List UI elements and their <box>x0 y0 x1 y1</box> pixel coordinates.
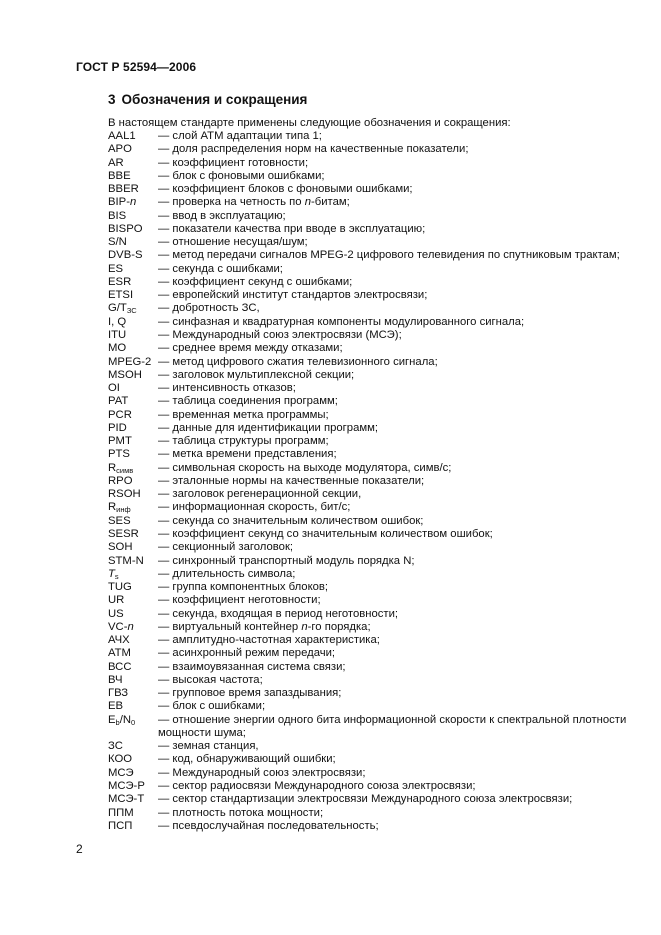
abbreviation-definition: — псевдослучайная последовательность; <box>158 819 379 832</box>
abbreviation-term: SOH <box>108 541 133 554</box>
list-item <box>108 422 648 435</box>
list-item <box>108 515 648 528</box>
abbreviation-definition: — интенсивность отказов; <box>158 382 296 395</box>
abbreviation-definition: — европейский институт стандартов электросвязи; <box>158 289 428 302</box>
list-item <box>108 276 648 289</box>
abbreviation-definition: — эталонные нормы на качественные показатели; <box>158 474 425 487</box>
list-item <box>108 356 648 369</box>
abbreviation-definition: — символьная скорость на выходе модулятора, симв/с; <box>158 461 452 474</box>
list-item <box>108 555 648 568</box>
section-title-text: Обозначения и сокращения <box>121 92 308 107</box>
abbreviation-definition: — сектор радиосвязи Международного союза электросвязи; <box>158 780 476 793</box>
abbreviation-term: BBE <box>108 169 131 182</box>
list-item <box>108 820 648 833</box>
list-item <box>108 369 648 382</box>
list-item <box>108 687 648 700</box>
list-item <box>108 608 648 621</box>
list-item <box>108 807 648 820</box>
abbreviation-definition: — секционный заголовок; <box>158 541 294 554</box>
abbreviation-definition: — метка времени представления; <box>158 448 337 461</box>
list-item <box>108 382 648 395</box>
abbreviation-term: MSOH <box>108 368 142 381</box>
list-item <box>108 541 648 554</box>
abbreviation-term: ВЧ <box>108 673 123 686</box>
abbreviation-term: $G/T_{ЗС}$ <box>108 302 137 316</box>
list-item <box>108 130 648 143</box>
abbreviation-definition: — секунда, входящая в период неготовности; <box>158 607 399 620</box>
list-item <box>108 302 648 315</box>
page-number: 2 <box>76 842 83 856</box>
abbreviation-definition: — заголовок мультиплексной секции; <box>158 368 355 381</box>
abbreviation-term: PAT <box>108 395 129 408</box>
list-item <box>108 621 648 634</box>
abbreviation-term: RSOH <box>108 488 141 501</box>
abbreviation-term: SESR <box>108 527 139 540</box>
abbreviation-definition: — секунда с ошибками; <box>158 262 283 275</box>
term-italic: n <box>129 196 137 209</box>
list-item <box>108 475 648 488</box>
abbreviation-term: $R_{симв}$ <box>108 461 134 475</box>
list-item <box>108 647 648 660</box>
abbreviation-definition: — заголовок регенерационной секции, <box>158 488 362 501</box>
list-item <box>108 740 648 753</box>
abbreviation-definition: — таблица структуры программ; <box>158 435 329 448</box>
abbreviation-term: $E_b/N_0$ <box>108 713 136 727</box>
abbreviation-definition: — блок с ошибками; <box>158 700 266 713</box>
list-item <box>108 767 648 780</box>
abbreviation-term: TUG <box>108 581 132 594</box>
term-subscript: ЗС <box>126 306 137 316</box>
abbreviation-term: AAL1 <box>108 130 136 142</box>
abbreviation-term: ВСС <box>108 660 132 673</box>
list-item <box>108 157 648 170</box>
list-item <box>108 462 648 475</box>
abbreviation-definition: — виртуальный контейнер n-го порядка; <box>158 620 371 633</box>
section-title <box>108 92 307 107</box>
list-item <box>108 329 648 342</box>
list-item <box>108 581 648 594</box>
abbreviation-term: VC-n <box>108 620 134 633</box>
abbreviation-term: PID <box>108 421 127 434</box>
list-item <box>108 753 648 766</box>
abbreviation-term: BBER <box>108 183 139 196</box>
abbreviation-term: SES <box>108 514 131 527</box>
abbreviation-definition: — взаимоувязанная система связи; <box>158 660 346 673</box>
abbreviation-term: BISPO <box>108 222 143 235</box>
list-item <box>108 196 648 209</box>
abbreviation-term: APO <box>108 143 132 156</box>
abbreviation-term: АТМ <box>108 647 131 660</box>
abbreviation-term: RPO <box>108 474 133 487</box>
abbreviation-definition: — высокая частота; <box>158 673 263 686</box>
list-item <box>108 793 648 806</box>
abbreviation-term: АЧХ <box>108 634 130 647</box>
abbreviation-definition: — показатели качества при вводе в эксплуатацию; <box>158 222 426 235</box>
abbreviation-term: MPEG-2 <box>108 355 152 368</box>
abbreviation-term: КОО <box>108 753 133 766</box>
abbreviation-definition: — блок с фоновыми ошибками; <box>158 169 325 182</box>
abbreviation-term: МСЭ-Р <box>108 780 145 793</box>
list-item <box>108 263 648 276</box>
abbreviation-term: ES <box>108 262 124 275</box>
list-item <box>108 395 648 408</box>
abbreviation-term: AR <box>108 156 124 169</box>
list-item <box>108 594 648 607</box>
list-item <box>108 289 648 302</box>
abbreviation-term: ППМ <box>108 806 134 819</box>
abbreviation-term: ETSI <box>108 289 134 302</box>
abbreviation-definition: — синфазная и квадратурная компоненты модулированного сигнала; <box>158 315 525 328</box>
abbreviation-definition: — доля распределения норм на качественные показатели; <box>158 143 469 156</box>
abbreviation-definition: — метод цифрового сжатия телевизионного сигнала; <box>158 355 438 368</box>
abbreviation-list <box>108 130 648 833</box>
abbreviation-term: PTS <box>108 448 130 461</box>
term-italic: T <box>108 567 115 580</box>
abbreviation-definition: — добротность ЗС, <box>158 302 260 315</box>
abbreviation-definition: — коэффициент неготовности; <box>158 594 321 607</box>
abbreviation-term: BIP-n <box>108 196 137 209</box>
list-item <box>108 183 648 196</box>
abbreviation-definition: — данные для идентификации программ; <box>158 421 379 434</box>
abbreviation-definition: — длительность символа; <box>158 567 296 580</box>
list-item <box>108 714 648 741</box>
abbreviation-definition: — групповое время запаздывания; <box>158 687 342 700</box>
abbreviation-definition: — отношение энергии одного бита информационной скорости к спектральной плотности мощности шума; <box>158 713 627 739</box>
definition-italic: n <box>304 196 312 209</box>
abbreviation-definition: — среднее время между отказами; <box>158 342 343 355</box>
list-item <box>108 223 648 236</box>
abbreviation-definition: — отношение несущая/шум; <box>158 236 308 249</box>
abbreviation-term: BIS <box>108 209 127 222</box>
list-item <box>108 236 648 249</box>
list-item <box>108 661 648 674</box>
term-subscript: симв <box>116 465 134 475</box>
document-header: ГОСТ Р 52594—2006 <box>76 60 197 74</box>
list-item <box>108 143 648 156</box>
list-item <box>108 409 648 422</box>
term-subscript: b <box>115 717 120 727</box>
list-item <box>108 448 648 461</box>
abbreviation-definition: — Международный союз электросвязи (МСЭ); <box>158 328 402 341</box>
abbreviation-definition: — Международный союз электросвязи; <box>158 766 366 779</box>
abbreviation-term: ЕВ <box>108 700 124 713</box>
term-subscript: s <box>114 571 119 581</box>
abbreviation-definition: — коэффициент секунд с ошибками; <box>158 275 353 288</box>
abbreviation-term: ПСП <box>108 819 133 832</box>
abbreviation-term: ЗС <box>108 740 123 753</box>
abbreviation-definition: — плотность потока мощности; <box>158 806 324 819</box>
abbreviation-definition: — слой АТМ адаптации типа 1; <box>158 130 322 142</box>
abbreviation-definition: — метод передачи сигналов MPEG-2 цифрового телевидения по спутниковым трактам; <box>158 249 620 262</box>
abbreviation-term: I, Q <box>108 315 127 328</box>
list-item <box>108 249 648 262</box>
abbreviation-definition: — земная станция, <box>158 740 259 753</box>
definition-italic: n <box>301 620 308 633</box>
abbreviation-definition: — проверка на четность по n-битам; <box>158 196 350 209</box>
abbreviation-term: ГВЗ <box>108 687 129 700</box>
list-item <box>108 435 648 448</box>
abbreviation-definition: — асинхронный режим передачи; <box>158 647 336 660</box>
abbreviation-term: DVB-S <box>108 249 143 262</box>
abbreviation-definition: — временная метка программы; <box>158 408 329 421</box>
abbreviation-term <box>108 568 158 581</box>
abbreviation-definition: — информационная скорость, бит/с; <box>158 501 351 514</box>
intro-paragraph: В настоящем стандарте применены следующие обозначения и сокращения: <box>108 117 511 129</box>
list-item <box>108 342 648 355</box>
abbreviation-definition: — ввод в эксплуатацию; <box>158 209 286 222</box>
list-item <box>108 210 648 223</box>
list-item <box>108 316 648 329</box>
section-number: 3 <box>108 92 116 107</box>
list-item <box>108 488 648 501</box>
abbreviation-term: PCR <box>108 408 132 421</box>
abbreviation-definition: — сектор стандартизации электросвязи Международного союза электросвязи; <box>158 793 573 806</box>
abbreviation-term: US <box>108 607 124 620</box>
abbreviation-term: МСЭ <box>108 766 134 779</box>
term-subscript: 0 <box>131 717 136 727</box>
abbreviation-term: PMT <box>108 435 132 448</box>
abbreviation-definition: — секунда со значительным количеством ошибок; <box>158 514 424 527</box>
abbreviation-definition: — амплитудно-частотная характеристика; <box>158 634 380 647</box>
abbreviation-definition: — коэффициент готовности; <box>158 156 309 169</box>
list-item <box>108 170 648 183</box>
list-item <box>108 780 648 793</box>
abbreviation-term: $R_{инф}$ <box>108 501 131 515</box>
term-italic: n <box>127 620 134 633</box>
abbreviation-term: OI <box>108 382 120 395</box>
abbreviation-term: ESR <box>108 275 132 288</box>
term-subscript: инф <box>116 505 131 515</box>
abbreviation-term: STM-N <box>108 554 144 567</box>
list-item <box>108 501 648 514</box>
abbreviation-term: МСЭ-Т <box>108 793 145 806</box>
abbreviation-term: MO <box>108 342 127 355</box>
abbreviation-term: S/N <box>108 236 127 249</box>
abbreviation-definition: — группа компонентных блоков; <box>158 581 329 594</box>
abbreviation-definition: — таблица соединения программ; <box>158 395 338 408</box>
list-item <box>108 674 648 687</box>
list-item <box>108 634 648 647</box>
abbreviation-term: ITU <box>108 328 127 341</box>
abbreviation-definition: — коэффициент блоков с фоновыми ошибками; <box>158 183 413 196</box>
abbreviation-term: UR <box>108 594 125 607</box>
abbreviation-definition: — коэффициент секунд со значительным количеством ошибок; <box>158 527 493 540</box>
list-item <box>108 700 648 713</box>
list-item <box>108 568 648 581</box>
abbreviation-definition: — синхронный транспортный модуль порядка N; <box>158 554 415 567</box>
list-item <box>108 528 648 541</box>
abbreviation-definition: — код, обнаруживающий ошибки; <box>158 753 336 766</box>
